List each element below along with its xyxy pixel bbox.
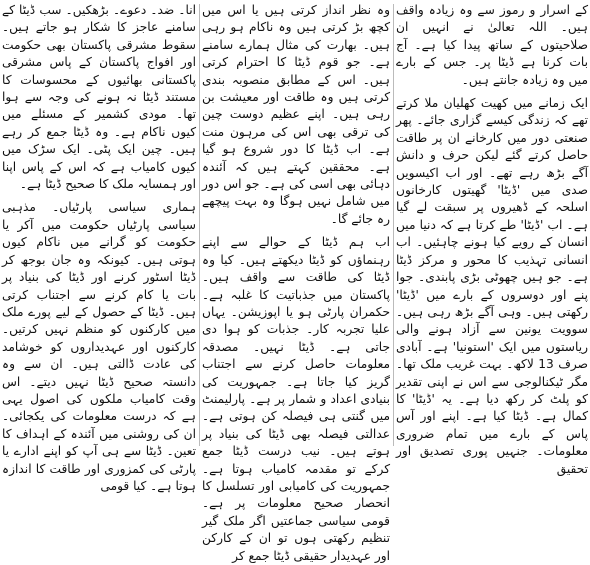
text-column-right	[394, 0, 590, 476]
paragraph: ہماری سیاسی پارٹیاں۔ مذہبی سیاسی پارٹیاں حکومت میں آکر یا حکومت کو گرانے میں ناکام کیوں ہوتی ہیں۔ کیونکہ وہ جان بوجھ کر ڈیٹا اسٹور کرنے اور ڈیٹا کی بنیاد پر بات یا کام کرنے سے اجتناب کرتی ہیں۔ ڈیٹا کے حصول کے لیے پورے ملک میں کارکنوں کو منظم نہیں کرتیں۔ کارکنوں اور عہدیداروں کو خوشامد کی عادت ڈالتی ہیں۔ ان سے وہ دانستہ صحیح ڈیٹا نہیں دیتے۔ اس وقت کامیاب ملکوں کی اصول یہی ہے کہ درست معلومات کی یکجائی۔ ان کی روشنی میں آئندہ کے اہداف کا تعین۔ ڈیٹا سے ہی آپ کو اپنے ادارے یا پارٹی کی کمزوری اور طاقت کا اندازہ ہوتا ہے۔ کیا قومی	[2, 200, 196, 493]
paragraph: انا۔ ضد۔ دعوے۔ بڑھکیں۔ سب ڈیٹا کے سامنے عاجز کا شکار ہو جاتے ہیں۔ سقوط مشرقی پاکستان بھی حکومت اور افواج پاکستان کے پاس مشرقی پاکستانی بھائیوں کے محسوسات کا مستند ڈیٹا نہ ہونے کی وجہ سے ہوا تھا۔ مودی کشمیر کے مسئلے میں کیوں ناکام ہے۔ وہ ڈیٹا جمع کر رہے ہیں۔ چین ایک پٹی۔ ایک سڑک میں کیوں کامیاب ہے کہ اس کے پاس اپنا اور ہمسایہ ملک کا صحیح ڈیٹا ہے۔	[2, 3, 196, 192]
column-divider	[199, 4, 200, 446]
paragraph: وہ نظر انداز کرتی ہیں یا اس میں کچھ بڑ کرتی ہیں وہ ناکام ہو رہی ہیں۔ بھارت کی مثال ہمارے سامنے ہے۔ جو قوم ڈیٹا کا احترام کرتی ہیں۔ اس کے مطابق منصوبہ بندی کرتی ہیں وہ طاقت اور معیشت بن رہی ہیں۔ اپنے عظیم دوست چین کی ترقی بھی اس کی مرہون منت ہے۔ اب ڈیٹا کا دور شروع ہو گیا ہے۔ محققین کہتے ہیں کہ آئندہ دہائی بھی اسی کی ہے۔ جو اس دور میں شامل نہیں ہوگا وہ بہت پیچھے رہ جائے گا۔	[202, 3, 390, 226]
text-column-middle	[200, 0, 392, 563]
text-column-left	[0, 0, 198, 493]
paragraph: اب ہم ڈیٹا کے حوالے سے اپنے رہنماؤں کو ڈیٹا دیکھتے ہیں۔ کیا وہ ڈیٹا کی طاقت سے واقف ہیں۔ پاکستان میں جذباتیت کا غلبہ ہے۔ حکمران پارٹی ہو یا اپوزیشن۔ یہاں علیا تجربہ کار۔ جذبات کو ہوا دی جاتی ہے۔ ڈیٹا نہیں۔ مصدقہ معلومات حاصل کرنے سے اجتناب گریز کیا جاتا ہے۔ جمہوریت کی بنیادی اعداد و شمار پر ہے۔ پارلیمنٹ میں گنتی ہی فیصلہ کن ہوتی ہے۔ عدالتی فیصلہ بھی ڈیٹا کی بنیاد پر ہوتے ہیں۔ نیب درست ڈیٹا جمع کرکے تو مقدمہ کامیاب ہوتا ہے۔ جمہوریت کی کامیابی اور تسلسل کا انحصار صحیح معلومات پر ہے۔ قومی سیاسی جماعتیں اگر ملک گیر تنظیم رکھتی ہوں تو ان کے کارکن اور عہدیدار حقیقی ڈیٹا جمع کر	[202, 235, 390, 563]
paragraph: ایک زمانے میں کھیت کھلیان ملا کرتے تھے کہ زندگی کیسے گزاری جائے۔ پھر صنعتی دور میں کارخانے ان پر طاقت حاصل کرتے گئے لیکن حرف و دانش آگے بڑھ رہے تھے۔ اور اب اکیسویں صدی میں 'ڈیٹا' گھیتوں کارخانوں اسلحہ کے ڈھیروں پر سبقت لے گیا ہے۔ اب 'ڈیٹا' طے کرتا ہے کہ دنیا میں انسان کے رویے کیا ہونے چاہئیں۔ اب انسانی تہذیب کا محور و مرکز ڈیٹا ہے۔ جو ہیں چھوٹی بڑی پابندی۔ جوا پنے اور دوسروں کے بارے میں 'ڈیٹا' رکھتی ہیں۔ وہی آگے بڑھ رہی ہیں۔ سوویت یونین سے آزاد ہونے والی ریاستوں میں ایک 'استونیا' ہے۔ آبادی صرف 13 لاکھ۔ بہت غریب ملک تھا۔ مگر ٹیکنالوجی سے اس نے اپنی تقدیر کو پلٹ کر رکھ دیا ہے۔ یہ 'ڈیٹا' کا کمال ہے۔ ڈیٹا کیا ہے۔ اپنے اور آس پاس کے بارے میں تمام ضروری معلومات۔ جنہیں پوری تصدیق اور تحقیق	[396, 96, 588, 476]
column-divider	[393, 4, 394, 446]
paragraph: کے اسرار و رموز سے وہ زیادہ واقف ہیں۔ اللہ تعالیٰ نے انہیں ان صلاحیتوں کے ساتھ پیدا کیا ہے۔ آج بات کرنا ہے ڈیٹا پر۔ جس کے بارے میں وہ زیادہ جانتے ہیں۔	[396, 3, 588, 87]
